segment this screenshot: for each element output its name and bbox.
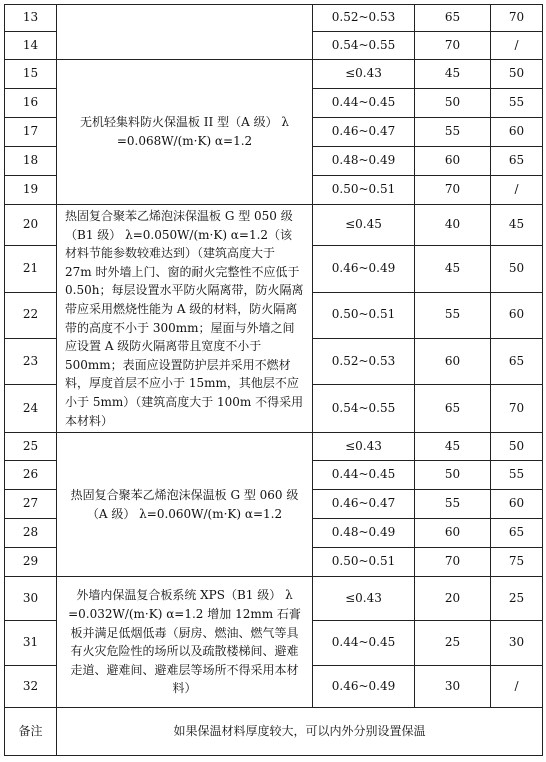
thickness-a-cell: 45 <box>415 60 491 89</box>
insulation-thickness-table <box>4 4 543 756</box>
thickness-a-cell: 65 <box>415 5 491 32</box>
ratio-cell: ≤0.45 <box>313 205 415 246</box>
table-row <box>5 205 543 246</box>
thickness-b-cell: 60 <box>491 118 543 147</box>
note-row <box>5 708 543 756</box>
row-number: 32 <box>5 666 57 708</box>
thickness-a-cell: 65 <box>415 384 491 432</box>
ratio-cell: 0.44~0.45 <box>313 461 415 490</box>
ratio-cell: ≤0.43 <box>313 577 415 621</box>
thickness-b-cell: / <box>491 32 543 60</box>
row-number: 26 <box>5 461 57 490</box>
row-number: 18 <box>5 147 57 176</box>
note-label: 备注 <box>5 708 57 756</box>
ratio-cell: 0.50~0.51 <box>313 548 415 577</box>
thickness-b-cell: 55 <box>491 89 543 118</box>
ratio-cell: 0.46~0.49 <box>313 245 415 292</box>
ratio-cell: 0.46~0.47 <box>313 490 415 519</box>
ratio-cell: 0.54~0.55 <box>313 384 415 432</box>
thickness-b-cell: 45 <box>491 205 543 246</box>
row-number: 28 <box>5 519 57 548</box>
note-text: 如果保温材料厚度较大，可以内外分别设置保温 <box>57 708 543 756</box>
thickness-b-cell: 60 <box>491 292 543 338</box>
thickness-b-cell: / <box>491 176 543 205</box>
thickness-a-cell: 30 <box>415 666 491 708</box>
thickness-b-cell: 70 <box>491 384 543 432</box>
thickness-a-cell: 70 <box>415 32 491 60</box>
ratio-cell: 0.44~0.45 <box>313 89 415 118</box>
thickness-b-cell: 70 <box>491 5 543 32</box>
row-number: 21 <box>5 245 57 292</box>
material-description: 外墙内保温复合板系统 XPS（B1 级） λ =0.032W/(m·K) α=1.2 增加 12mm 石膏板并满足低烟低毒（厨房、燃油、燃气等具有火灾危险性的场所以及疏散楼梯间、避难走道、避难间、避难层等场所不得采用本材料） <box>57 577 313 708</box>
thickness-b-cell: 60 <box>491 490 543 519</box>
row-number: 24 <box>5 384 57 432</box>
row-number: 20 <box>5 205 57 246</box>
material-description: 热固复合聚苯乙烯泡沫保温板 G 型 050 级（B1 级） λ=0.050W/(m·K) α=1.2（该材料节能参数较难达到）（建筑高度大于 27m 时外墙上门、窗的耐火完整性不应低于 0.50h；每层设置水平防火隔离带，防火隔离带应采用燃烧性能为 A 级的材料，防火隔离带的高度不小于 300mm；屋面与外墙之间应设置 A 级防火隔离带且宽度不小于 500mm；表面应设置防护层并采用不燃材料，厚度首层不应小于 15mm，其他层不应小于 5mm）（建筑高度大于 100m 不得采用本材料） <box>57 205 313 433</box>
table-row <box>5 577 543 621</box>
table-row <box>5 433 543 461</box>
row-number: 31 <box>5 621 57 666</box>
row-number: 23 <box>5 338 57 384</box>
ratio-cell: 0.50~0.51 <box>313 176 415 205</box>
ratio-cell: 0.52~0.53 <box>313 338 415 384</box>
row-number: 27 <box>5 490 57 519</box>
table-row <box>5 60 543 89</box>
row-number: 19 <box>5 176 57 205</box>
thickness-a-cell: 60 <box>415 519 491 548</box>
row-number: 15 <box>5 60 57 89</box>
material-description: 热固复合聚苯乙烯泡沫保温板 G 型 060 级（A 级） λ=0.060W/(m·K) α=1.2 <box>57 433 313 577</box>
ratio-cell: 0.46~0.47 <box>313 118 415 147</box>
thickness-a-cell: 55 <box>415 292 491 338</box>
thickness-b-cell: 50 <box>491 245 543 292</box>
thickness-a-cell: 50 <box>415 89 491 118</box>
thickness-a-cell: 25 <box>415 621 491 666</box>
ratio-cell: 0.48~0.49 <box>313 147 415 176</box>
thickness-a-cell: 60 <box>415 338 491 384</box>
ratio-cell: 0.44~0.45 <box>313 621 415 666</box>
thickness-a-cell: 70 <box>415 176 491 205</box>
table-row <box>5 5 543 32</box>
ratio-cell: ≤0.43 <box>313 433 415 461</box>
row-number: 16 <box>5 89 57 118</box>
thickness-a-cell: 45 <box>415 433 491 461</box>
thickness-a-cell: 60 <box>415 147 491 176</box>
thickness-b-cell: 75 <box>491 548 543 577</box>
ratio-cell: 0.50~0.51 <box>313 292 415 338</box>
row-number: 25 <box>5 433 57 461</box>
thickness-a-cell: 70 <box>415 548 491 577</box>
thickness-b-cell: 65 <box>491 147 543 176</box>
thickness-a-cell: 55 <box>415 118 491 147</box>
thickness-b-cell: / <box>491 666 543 708</box>
ratio-cell: 0.54~0.55 <box>313 32 415 60</box>
row-number: 13 <box>5 5 57 32</box>
thickness-b-cell: 50 <box>491 60 543 89</box>
thickness-a-cell: 55 <box>415 490 491 519</box>
thickness-b-cell: 65 <box>491 338 543 384</box>
row-number: 30 <box>5 577 57 621</box>
ratio-cell: 0.48~0.49 <box>313 519 415 548</box>
thickness-b-cell: 65 <box>491 519 543 548</box>
row-number: 14 <box>5 32 57 60</box>
thickness-a-cell: 40 <box>415 205 491 246</box>
thickness-b-cell: 55 <box>491 461 543 490</box>
material-description: 无机轻集料防火保温板 II 型（A 级） λ =0.068W/(m·K) α=1.2 <box>57 60 313 205</box>
thickness-a-cell: 45 <box>415 245 491 292</box>
ratio-cell: ≤0.43 <box>313 60 415 89</box>
thickness-b-cell: 50 <box>491 433 543 461</box>
thickness-a-cell: 50 <box>415 461 491 490</box>
thickness-a-cell: 20 <box>415 577 491 621</box>
row-number: 22 <box>5 292 57 338</box>
thickness-b-cell: 30 <box>491 621 543 666</box>
thickness-b-cell: 25 <box>491 577 543 621</box>
row-number: 17 <box>5 118 57 147</box>
ratio-cell: 0.46~0.49 <box>313 666 415 708</box>
description-cell <box>57 5 313 60</box>
row-number: 29 <box>5 548 57 577</box>
ratio-cell: 0.52~0.53 <box>313 5 415 32</box>
